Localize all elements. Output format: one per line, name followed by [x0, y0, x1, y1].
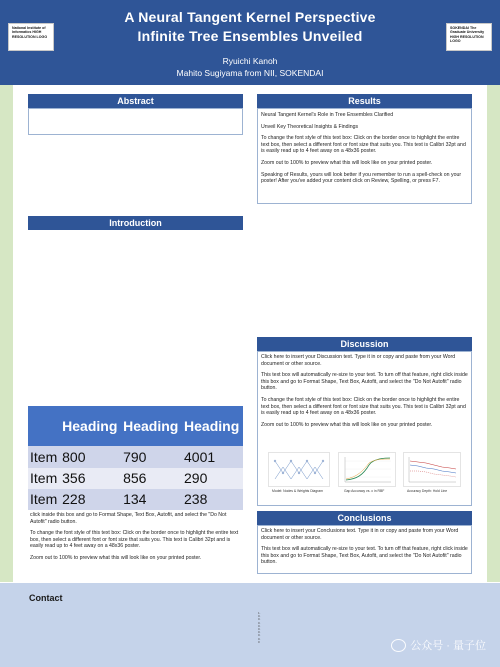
discussion-text [261, 354, 469, 433]
discussion-paragraph: Click here to insert your Discussion text. Type it in or copy and paste from your Word document or other source. [261, 354, 456, 367]
figure-caption: Gap Accuracy vs. c in RBF [344, 489, 385, 493]
figures-row [268, 452, 464, 496]
results-text [261, 112, 469, 190]
table-cell: 238 [182, 489, 243, 510]
abstract-header [28, 94, 243, 108]
poster-title [90, 8, 410, 46]
conclusions-title: Conclusions [337, 513, 392, 523]
table-header-row [28, 406, 243, 446]
abstract-title: Abstract [117, 96, 154, 106]
table-header-cell: Heading [182, 406, 243, 446]
watermark [391, 637, 486, 653]
left-paragraph: To change the font style of this text box: Click on the border once to highlight the entire text box, then select a different font or font size that suits you. This text is Calibri 32pt and is easily read up to 4 feet away on a 48x36 poster. [30, 530, 239, 550]
introduction-title: Introduction [109, 218, 162, 228]
discussion-header [257, 337, 472, 351]
results-title: Results [348, 96, 381, 106]
left-body-text [30, 512, 242, 567]
left-paragraph: click inside this box and go to Format Shape, Text Box, Autofit, and select the "Do Not Autofit" radio button. [30, 512, 227, 525]
figure-diagram [268, 452, 330, 487]
poster-header [0, 0, 500, 85]
discussion-paragraph: This text box will automatically re-size to your text. To turn off that feature, right click inside this box and go to Format Shape, Text Box, Autofit, and select the "Do Not Autofit" radio button. [261, 372, 468, 392]
conclusions-header [257, 511, 472, 525]
poster-footer [0, 583, 500, 667]
conclusions-box[interactable] [257, 525, 472, 574]
accuracy-curve-icon [339, 453, 395, 486]
depth-lines-icon [404, 453, 460, 486]
node-diagram-icon [269, 453, 329, 486]
results-paragraph: Speaking of Results, yours will look better if you remember to run a spell-check on your poster! After you've added your content click on Review, Spelling, or press F7. [261, 171, 462, 185]
results-paragraph: Zoom out to 100% to preview what this will look like on your printed poster. [261, 159, 433, 166]
table-row-label: Item [28, 489, 60, 510]
left-margin-band [0, 85, 13, 582]
table-header-cell: Heading [121, 406, 182, 446]
table-cell: 290 [182, 468, 243, 489]
watermark-text: 公众号 · 量子位 [410, 640, 486, 652]
right-margin-band [487, 85, 500, 582]
table-row [28, 468, 243, 489]
title-line-2: Infinite Tree Ensembles Unveiled [137, 28, 363, 44]
results-paragraph: To change the font style of this text box: Click on the border once to highlight the entire text box, then select a different font or font size that suits you. This text is Calibri 32pt and is easily read up to 4 feet away on a 48x36 poster. [261, 135, 466, 155]
discussion-paragraph: To change the font style of this text box: Click on the border once to highlight the entire text box, then select a different font or font size that suits you. This text is Calibri 32pt and is easily read up to 4 feet away on a 48x36 poster. [261, 396, 466, 417]
results-header [257, 94, 472, 108]
discussion-paragraph: Zoom out to 100% to preview what this will look like on your printed poster. [261, 421, 433, 428]
table-row-label: Item [28, 468, 60, 489]
conclusions-paragraph: Click here to insert your Conclusions text. Type it in or copy and paste from your Word document or other source. [261, 528, 459, 541]
abstract-box[interactable] [28, 108, 243, 135]
table-cell: 790 [121, 446, 182, 467]
conclusions-paragraph: This text box will automatically re-size to your text. To turn off that feature, right click inside this box and go to Format Shape, Text Box, Autofit, and select the "Do Not Autofit" radio button. [261, 546, 468, 566]
table-cell: 856 [121, 468, 182, 489]
university-logo [446, 23, 492, 51]
data-table [28, 406, 243, 510]
figure-accuracy-curve [338, 452, 396, 487]
chat-bubble-icon [391, 639, 406, 652]
table-row-label: Item [28, 446, 60, 467]
table-header-cell: Heading [60, 406, 121, 446]
institute-logo-text: National Institute of Informatics HIGH RESOLUTION LOGO [12, 26, 48, 39]
figure-depth-lines [403, 452, 461, 487]
table-cell: 134 [121, 489, 182, 510]
figure-caption: Model: Nodes & Weights Diagram [272, 489, 324, 493]
institute-logo [8, 23, 54, 51]
left-paragraph: Zoom out to 100% to preview what this will look like on your printed poster. [30, 554, 202, 561]
table-corner-cell [28, 406, 60, 446]
table-cell: 800 [60, 446, 121, 467]
table-row [28, 446, 243, 467]
discussion-title: Discussion [340, 339, 389, 349]
vertical-footer-text: 1.0.0.0.0.0.0.0.0.0 [258, 611, 261, 644]
university-logo-text: SOKENDAI The Graduate University HIGH RESOLUTION LOGO [450, 26, 485, 44]
results-paragraph: Unveil Key Theoretical Insights & Findings [261, 123, 359, 130]
poster-authors [90, 55, 410, 79]
author-line-2: Mahito Sugiyama from NII, SOKENDAI [176, 68, 324, 78]
results-paragraph: Neural Tangent Kernel's Role in Tree Ensembles Clarified [261, 112, 394, 118]
title-line-1: A Neural Tangent Kernel Perspective [124, 9, 376, 25]
author-line-1: Ryuichi Kanoh [222, 56, 278, 66]
table-cell: 228 [60, 489, 121, 510]
contact-heading: Contact [29, 593, 63, 603]
table-cell: 4001 [182, 446, 243, 467]
conclusions-text [261, 528, 469, 571]
introduction-header [28, 216, 243, 230]
results-box[interactable] [257, 108, 472, 204]
table-cell: 356 [60, 468, 121, 489]
figure-caption: Accuracy Depth: Hold Line [407, 489, 448, 493]
table-row [28, 489, 243, 510]
